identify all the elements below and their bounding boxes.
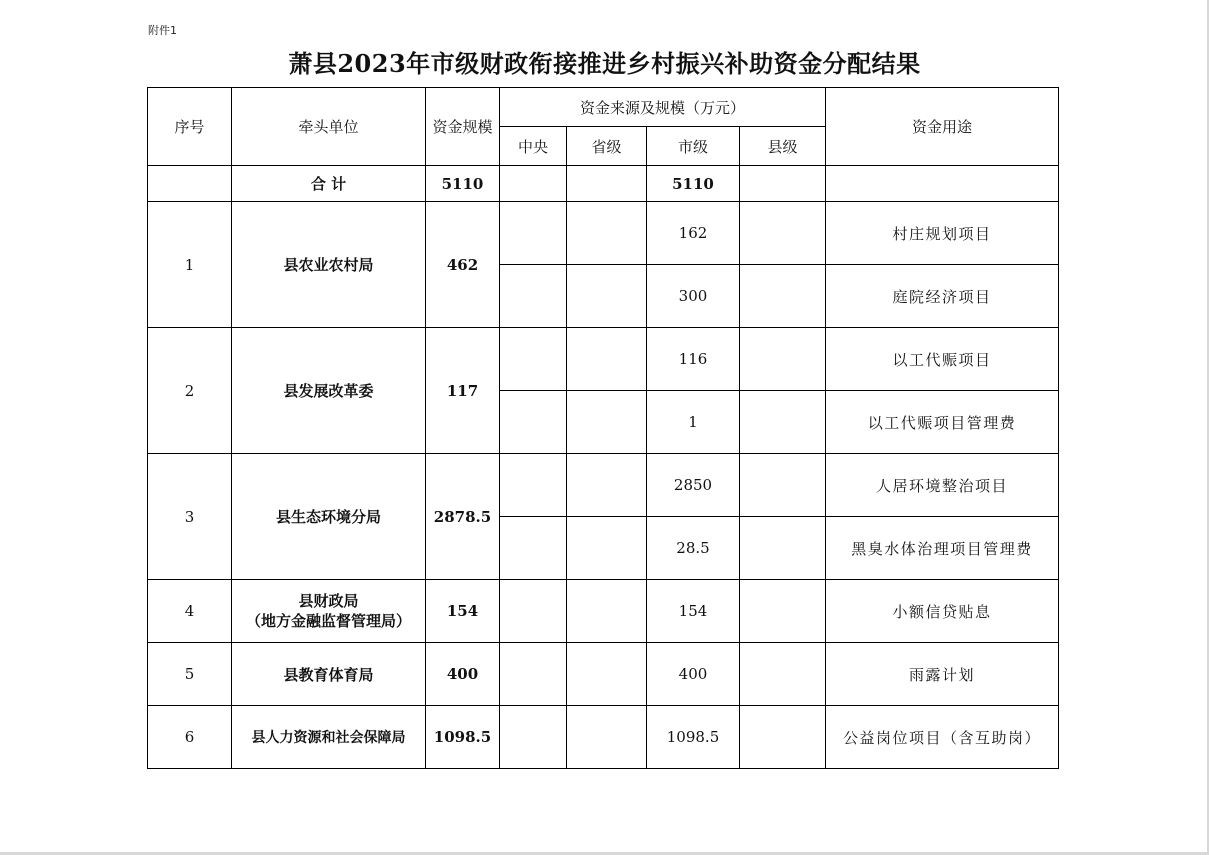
row-municipal: 400 — [647, 643, 740, 706]
row-provincial — [567, 391, 647, 454]
total-central — [500, 166, 567, 202]
row-use: 人居环境整治项目 — [826, 454, 1059, 517]
row-seq: 6 — [148, 706, 232, 769]
row-use: 以工代赈项目 — [826, 328, 1059, 391]
row-provincial — [567, 580, 647, 643]
row-use: 以工代赈项目管理费 — [826, 391, 1059, 454]
row-seq: 2 — [148, 328, 232, 454]
row-unit: 县教育体育局 — [232, 643, 426, 706]
total-seq — [148, 166, 232, 202]
header-county: 县级 — [740, 127, 826, 166]
row-seq: 1 — [148, 202, 232, 328]
table-row — [148, 454, 1059, 517]
row-use: 庭院经济项目 — [826, 265, 1059, 328]
row-unit: 县人力资源和社会保障局 — [232, 706, 426, 769]
row-county — [740, 391, 826, 454]
row-county — [740, 454, 826, 517]
header-scale: 资金规模 — [426, 88, 500, 166]
row-municipal: 300 — [647, 265, 740, 328]
row-central — [500, 706, 567, 769]
row-central — [500, 454, 567, 517]
header-provincial: 省级 — [567, 127, 647, 166]
row-municipal: 162 — [647, 202, 740, 265]
row-central — [500, 265, 567, 328]
total-municipal: 5110 — [647, 166, 740, 202]
total-row — [148, 166, 1059, 202]
row-municipal: 1098.5 — [647, 706, 740, 769]
row-unit — [232, 580, 426, 643]
attachment-label: 附件1 — [148, 24, 177, 37]
row-scale: 117 — [426, 328, 500, 454]
total-provincial — [567, 166, 647, 202]
allocation-table — [147, 87, 1059, 769]
row-unit-sub: （地方金融监督管理局） — [245, 612, 411, 630]
row-seq: 3 — [148, 454, 232, 580]
row-county — [740, 643, 826, 706]
row-use: 小额信贷贴息 — [826, 580, 1059, 643]
row-provincial — [567, 265, 647, 328]
row-use: 公益岗位项目（含互助岗） — [826, 706, 1059, 769]
row-unit-main: 县财政局 — [298, 592, 359, 610]
document-title: 萧县2023年市级财政衔接推进乡村振兴补助资金分配结果 — [288, 49, 921, 78]
row-provincial — [567, 517, 647, 580]
row-provincial — [567, 202, 647, 265]
row-county — [740, 517, 826, 580]
row-seq: 4 — [148, 580, 232, 643]
row-central — [500, 643, 567, 706]
table-row — [148, 706, 1059, 769]
row-use: 黑臭水体治理项目管理费 — [826, 517, 1059, 580]
row-county — [740, 202, 826, 265]
row-municipal: 154 — [647, 580, 740, 643]
row-provincial — [567, 706, 647, 769]
total-scale: 5110 — [426, 166, 500, 202]
header-row-1 — [148, 88, 1059, 127]
row-county — [740, 328, 826, 391]
table-row — [148, 202, 1059, 265]
row-scale: 1098.5 — [426, 706, 500, 769]
row-county — [740, 265, 826, 328]
total-label: 合 计 — [232, 166, 426, 202]
header-seq: 序号 — [148, 88, 232, 166]
table-row — [148, 643, 1059, 706]
header-central: 中央 — [500, 127, 567, 166]
row-central — [500, 391, 567, 454]
row-county — [740, 706, 826, 769]
row-use: 雨露计划 — [826, 643, 1059, 706]
total-county — [740, 166, 826, 202]
row-central — [500, 202, 567, 265]
row-scale: 462 — [426, 202, 500, 328]
row-central — [500, 328, 567, 391]
header-municipal: 市级 — [647, 127, 740, 166]
total-use — [826, 166, 1059, 202]
row-seq: 5 — [148, 643, 232, 706]
row-scale: 154 — [426, 580, 500, 643]
table-row — [148, 328, 1059, 391]
row-scale: 400 — [426, 643, 500, 706]
row-municipal: 28.5 — [647, 517, 740, 580]
row-central — [500, 517, 567, 580]
row-county — [740, 580, 826, 643]
row-unit: 县农业农村局 — [232, 202, 426, 328]
row-municipal: 2850 — [647, 454, 740, 517]
row-municipal: 116 — [647, 328, 740, 391]
row-provincial — [567, 328, 647, 391]
header-unit: 牵头单位 — [232, 88, 426, 166]
row-unit: 县发展改革委 — [232, 328, 426, 454]
table-row — [148, 580, 1059, 643]
header-use: 资金用途 — [826, 88, 1059, 166]
row-municipal: 1 — [647, 391, 740, 454]
row-scale: 2878.5 — [426, 454, 500, 580]
row-use: 村庄规划项目 — [826, 202, 1059, 265]
row-unit: 县生态环境分局 — [232, 454, 426, 580]
row-provincial — [567, 454, 647, 517]
row-central — [500, 580, 567, 643]
header-source-group: 资金来源及规模（万元） — [500, 88, 826, 127]
row-provincial — [567, 643, 647, 706]
